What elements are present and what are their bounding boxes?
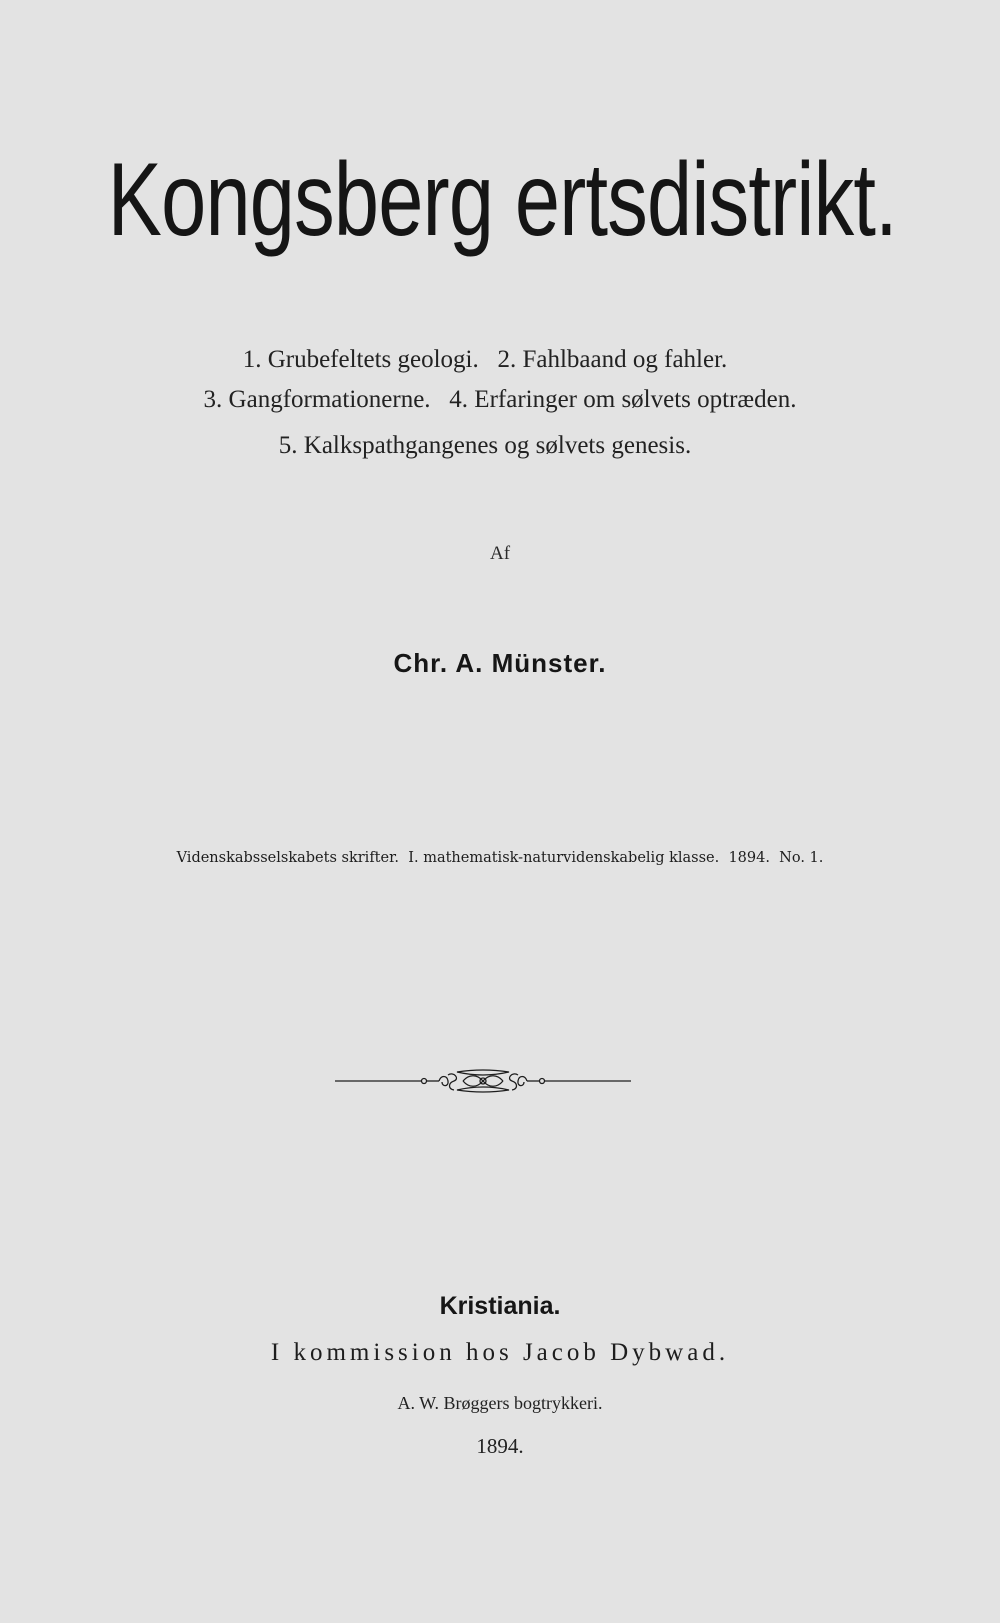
ornamental-divider-icon — [335, 1066, 631, 1096]
series-statement: Videnskabsselskabets skrifter. I. mathematisk-naturvidenskabelig klasse. 1894. No. 1. — [176, 850, 824, 866]
imprint-year: 1894. — [476, 1434, 524, 1458]
imprint-city: Kristiania. — [439, 1292, 561, 1320]
imprint-publisher: I kommission hos Jacob Dybwad. — [270, 1339, 730, 1366]
by-label: Af — [489, 543, 511, 564]
contents-line-3: 5. Kalkspathgangenes og sølvets genesis. — [278, 432, 692, 459]
book-title: Kongsberg ertsdistrikt. — [107, 142, 897, 258]
contents-line-2: 3. Gangformationerne. 4. Erfaringer om sølvets optræden. — [203, 386, 797, 413]
author-name: Chr. A. Münster. — [393, 648, 607, 678]
imprint-printer: A. W. Brøggers bogtrykkeri. — [397, 1393, 603, 1413]
contents-line-1: 1. Grubefeltets geologi. 2. Fahlbaand og fahler. — [242, 346, 728, 373]
